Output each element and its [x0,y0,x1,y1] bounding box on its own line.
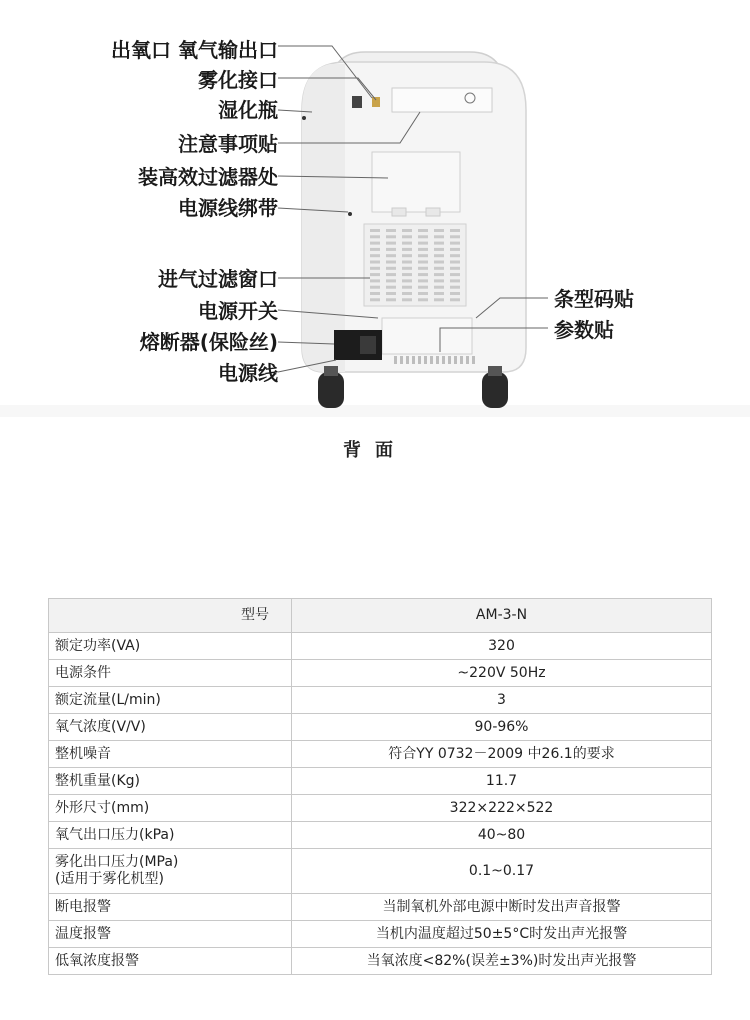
label-power-switch: 电源开关 [198,299,278,323]
label-hepa-filter: 装高效过滤器处 [138,165,278,189]
spec-key [49,687,292,714]
spec-key [49,660,292,687]
table-row [49,795,712,822]
label-nebulizer-port: 雾化接口 [198,68,278,92]
spec-value: 当氧浓度<82%(误差±3%)时发出声光报警 [292,948,712,975]
label-intake-filter: 进气过滤窗口 [158,267,278,291]
spec-key [49,795,292,822]
table-row [49,741,712,768]
label-power-cord: 电源线 [218,361,278,385]
side-panel [302,64,345,372]
spec-key [49,894,292,921]
spec-key [49,849,292,894]
spec-value: 3 [292,687,712,714]
label-fuse: 熔断器(保险丝) [139,330,278,354]
spec-key-note: (适用于雾化机型) [55,871,164,887]
spec-key [49,768,292,795]
spec-key-text: 温度报警 [55,925,111,942]
spec-key [49,633,292,660]
spec-value: 11.7 [292,768,712,795]
back-view-diagram [0,0,750,480]
header-value: AM-3-N [292,599,712,633]
label-caution-sticker: 注意事项贴 [178,132,278,156]
spec-key-text: 额定流量(L/min) [55,691,161,708]
parameter-panel [382,318,472,354]
table-row [49,822,712,849]
table-row [49,633,712,660]
wheel-left [318,372,344,408]
spec-value: 当机内温度超过50±5°C时发出声光报警 [292,921,712,948]
spec-key [49,948,292,975]
table-row [49,768,712,795]
table-row [49,660,712,687]
spec-key-text: 雾化出口压力(MPa) [55,854,179,870]
label-sticker-top [392,88,492,112]
wheel-right [482,372,508,408]
spec-key-text: 整机重量(Kg) [55,772,140,789]
spec-key-text: 氧气浓度(V/V) [55,718,146,735]
table-header-row [49,599,712,633]
spec-value: 40~80 [292,822,712,849]
filter-cover [372,152,460,212]
spec-value: 当制氧机外部电源中断时发出声音报警 [292,894,712,921]
spec-value: 90-96% [292,714,712,741]
spec-key [49,741,292,768]
spec-key-text: 整机噪音 [55,745,111,762]
table-row [49,714,712,741]
floor-shadow [0,405,750,417]
table-row [49,948,712,975]
label-parameter-sticker: 参数贴 [554,318,614,342]
spec-value: 320 [292,633,712,660]
spec-key-text: 电源条件 [55,664,111,681]
table-row [49,894,712,921]
spec-key-text: 氧气出口压力(kPa) [55,826,175,843]
oxygen-outlet-port [352,96,362,108]
label-oxygen-outlet: 出氧口 氧气输出口 [111,38,278,62]
spec-value: 符合YY 0732－2009 中26.1的要求 [292,741,712,768]
label-humidifier-bottle: 湿化瓶 [218,98,278,122]
spec-value: 0.1~0.17 [292,849,712,894]
table-row [49,921,712,948]
diagram-caption: 背面 [343,440,407,461]
label-barcode-sticker: 条型码贴 [554,287,634,311]
nebulizer-port [372,97,380,107]
spec-key [49,714,292,741]
spec-value: ~220V 50Hz [292,660,712,687]
spec-key [49,822,292,849]
spec-key-text: 低氧浓度报警 [55,952,139,969]
spec-value: 322×222×522 [292,795,712,822]
label-cord-strap: 电源线绑带 [178,196,278,220]
spec-key-text: 外形尺寸(mm) [55,799,150,816]
specification-table [48,598,712,975]
table-row [49,687,712,714]
spec-key-text: 额定功率(VA) [55,637,141,654]
table-row [49,849,712,894]
spec-key-text: 断电报警 [55,898,111,915]
spec-key [49,921,292,948]
header-key: 型号 [49,599,292,633]
